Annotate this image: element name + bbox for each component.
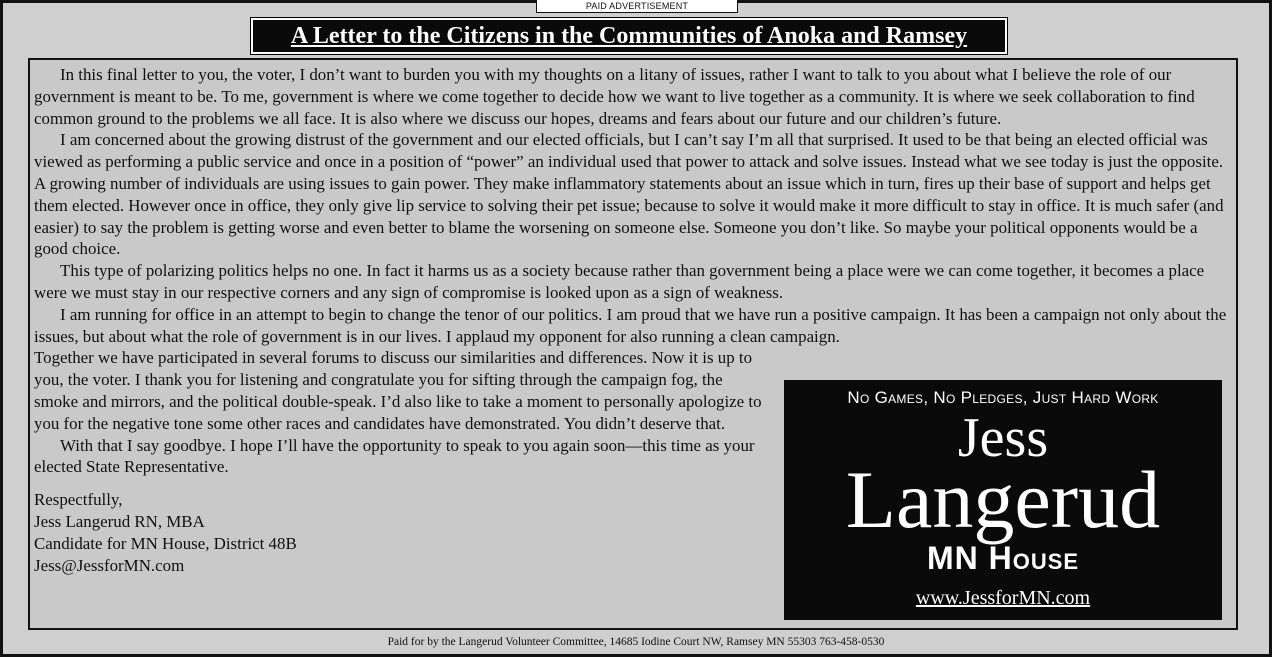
signoff-name: Jess Langerud RN, MBA: [34, 511, 205, 531]
signoff-title: Candidate for MN House, District 48B: [34, 533, 297, 553]
letter-paragraph: I am running for office in an attempt to begin to change the tenor of our politics. I am proud that we have run a positive campaign. It has been a campaign not only about the issues, but about what the role of government is in our lives. I applaud my opponent for also running a clean campaign.: [34, 304, 1227, 346]
website-link[interactable]: www.JessforMN.com: [915, 587, 1091, 609]
letter-paragraph: With that I say goodbye. I hope I’ll have the opportunity to speak to you again soon—this time as your elected State Representative.: [34, 435, 755, 477]
paid-advertisement-tag: PAID ADVERTISEMENT: [536, 0, 738, 13]
candidate-last-name: Langerud: [845, 454, 1161, 545]
signoff-line: Respectfully,: [34, 490, 123, 510]
letter-paragraph: In this final letter to you, the voter, I don’t want to burden you with my thoughts on a litany of issues, rather I want to talk to you about what I believe the role of our government is meant to be. To me, government is where we come together to decide how we want to live together as a community. It is where we seek collaboration to find common ground to the problems we all face. It is also where we discuss our hopes, dreams and fears about our future and our children’s future.: [34, 65, 1195, 128]
paid-for-disclaimer: Paid for by the Langerud Volunteer Committee, 14685 Iodine Court NW, Ramsey MN 55303 763-458-0530: [387, 636, 885, 648]
slogan: No Games, No Pledges, Just Hard Work: [847, 388, 1159, 407]
letter-paragraph: Together we have participated in several forums to discuss our similarities and differences. Now it is up to you, the voter. I thank you for listening and congratulate you for sifting through the campaign fog, the smoke and mirrors, and the political double-speak. I’d also like to take a moment to personally apologize to you for the negative tone some other races and candidates have demonstrated. You didn’t deserve that.: [34, 348, 762, 433]
letter-paragraph: This type of polarizing politics helps no one. In fact it harms us as a society because rather than government being a place were we can come together, it becomes a place were we must stay in our respective corners and any sign of compromise is looked upon as a sign of weakness.: [34, 261, 1205, 302]
headline: A Letter to the Citizens in the Communities of Anoka and Ramsey: [251, 18, 1007, 54]
signoff-email: Jess@JessforMN.com: [34, 555, 185, 575]
candidate-first-name: Jess: [957, 407, 1049, 469]
letter-paragraph: I am concerned about the growing distrust of the government and our elected officials, but I can’t say I’m all that surprised. It used to be that being an elected official was viewed as performing a public service and once in a position of “power” an individual used that power to attack and solve issues. Instead what we see today is just the opposite. A growing number of individuals are using issues to gain power. They make inflammatory statements about an issue which in turn, fires up their base of support and helps get them elected. However once in office, they only give lip service to solving their pet issue; because to solve it would make it more difficult to stay in office. It is much safer (and easier) to say the problem is getting worse and even better to blame the worsening on someone else. Someone you don’t like. So maybe your political opponents would be a good choice.: [34, 130, 1224, 259]
candidate-logo-box: [784, 380, 1222, 620]
office-name: MN House: [926, 540, 1080, 576]
